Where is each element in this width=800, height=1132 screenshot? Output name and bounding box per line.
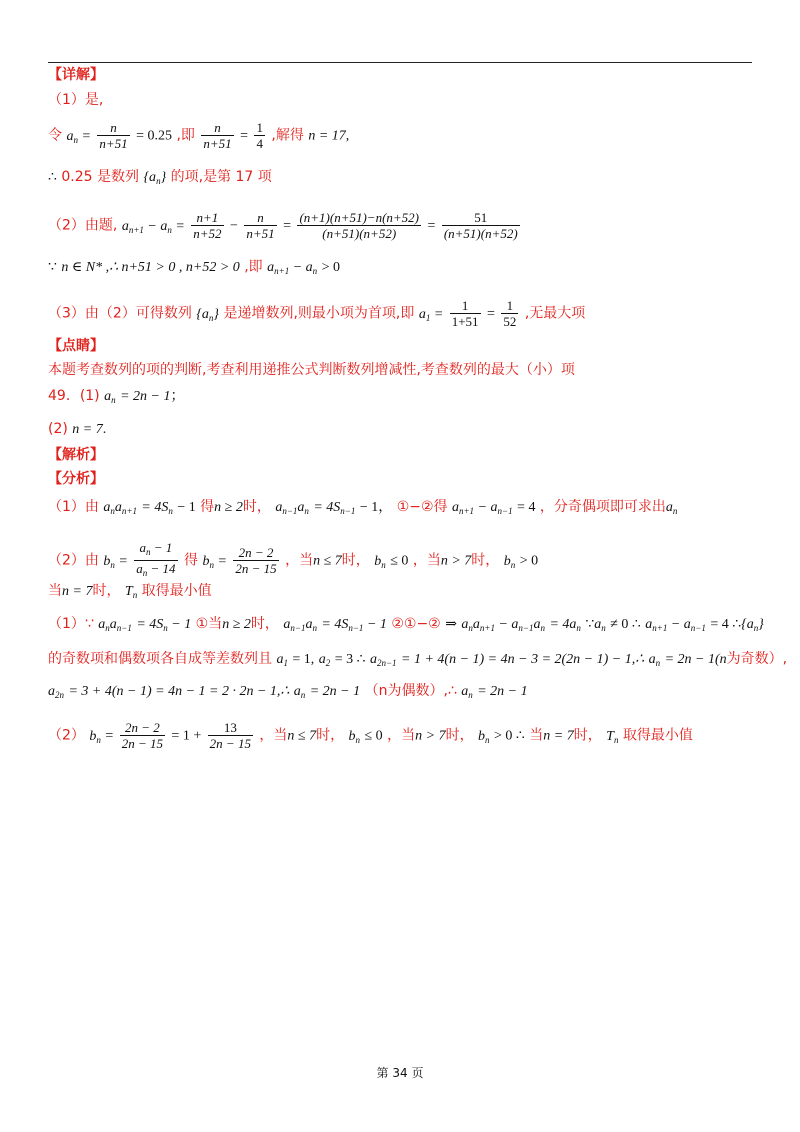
frac-one-four: $\frac{1}{4}$ [256,120,263,151]
heading-solution: 【解析】 [48,447,104,463]
heading-comment: 【点睛】 [48,338,104,354]
text-conclusion-pre: 0.25 是数列 [61,169,139,185]
frac-n-n51-b: $\frac{n}{n+51}$ [203,120,232,151]
part3-pre: （3）由（2）可得数列 [48,305,192,322]
solution-line1: （1）∵ $a_na_{n-1} = 4S_n - 1$ ①当n ≥ 2时， $a_{n-1}a_n = 4S_{n-1} - 1$ ②①−② ⇒ $a_na_{n+1} - a_{n-1}a_n = 4a_n$ $\because a_n \ne 0$ ∴ $a_{n+1} - a_{n-1} = 4$ $\therefore\{a_n\}$ [48,616,764,633]
q49-label2: (2) [48,421,68,437]
frac-1-1plus51: $\frac{1}{1+51}$ [451,298,479,329]
frac-n1-n52: $\frac{n+1}{n+52}$ [193,210,222,241]
line-part3: （3）由（2）可得数列 $\{a_n\}$ 是递增数列,则最小项为首项,即 $a_1$ = $\frac{1}{1+51}$ = $\frac{1}{52}$ ,无最大项 [48,298,586,329]
page-number: 第 34 页 [376,1066,424,1080]
comment-text: 本题考查数列的项的判断,考查利用递推公式判断数列增减性,考查数列的最大（小）项 [48,362,575,378]
analysis-line1: （1）由 $a_na_{n+1} = 4S_n - 1$ 得n ≥ 2时， $a_{n-1}a_n = 4S_{n-1} - 1$， ①−②得 $a_{n+1} - a_{n-1} = 4$ ，分奇偶项即可求出$a_n$ [48,499,678,516]
text-conclusion-post: 的项,是第 17 项 [170,169,272,185]
math-cond: n ∈ N* ,∴ n+51 > 0 , n+52 > 0 [61,260,240,275]
analysis-line2: （2）由 $b_n$ = $\frac{a_n - 1}{a_n - 14}$ 得 $b_n$ = $\frac{2n - 2}{2n - 15}$ ，当n ≤ 7时， $b_n \le 0$ ，当n > 7时， $b_n > 0$ [48,540,539,578]
text-ji: ,即 [176,127,195,144]
frac-n-n51-c: $\frac{n}{n+51}$ [246,210,275,241]
part2-label: （2）由题, [48,217,118,234]
heading-analysis: 【分析】 [48,471,104,487]
q49-label: 49．(1) [48,388,100,404]
text-ji-2: ,即 [244,259,263,275]
part3-post: ,无最大项 [524,305,586,322]
solution-line3: $a_{2n} = 3 + 4(n - 1) = 4n - 1 = 2 \cdot 2n$ − 1,∴ $a_n = 2n - 1$ （n为偶数）,∴ $a_n = 2n - 1$ [48,683,528,700]
line-conclusion: ∴ 0.25 是数列 $\{a_n\}$ 的项,是第 17 项 [48,169,272,186]
solution-line4: （2） $b_n$ = $\frac{2n - 2}{2n - 15}$ = 1 + $\frac{13}{2n - 15}$ ，当n ≤ 7时， $b_n \le 0$ ，当n > 7时， $b_n > 0$ ∴ 当n = 7时， $T_n$ 取得最小值 [48,720,693,751]
value-025: 0.25 [147,128,172,144]
text-jiede: ,解得 [271,127,304,144]
heading-detail: 【详解】 [48,67,104,83]
line-part2: （2）由题, $a_{n+1} - a_n$ = $\frac{n+1}{n+52}$ − $\frac{n}{n+51}$ = $\frac{(n+1)(n+51)-n(n+52)}{(n+51)(n+52)}$ = $\frac{51}{(n+51)(n+52)}$ [48,210,518,241]
part1-label: （1）是, [48,92,104,108]
frac-51: $\frac{51}{(n+51)(n+52)}$ [443,210,518,241]
math-set-an: $\{a_n\}$ [143,170,167,186]
part3-mid: 是递增数列,则最小项为首项,即 [223,305,415,322]
header-rule [48,62,752,63]
analysis-line3: 当n = 7时， $T_n$ 取得最小值 [48,583,212,600]
math-an: $a_n$ = [66,128,91,145]
frac-1-52: $\frac{1}{52}$ [503,298,517,329]
line-let-an: 令 $a_n$ = $\frac{n}{n+51}$ = 0.25 ,即 $\frac{n}{n+51}$ = $\frac{1}{4}$ ,解得 n = 17, [48,120,350,151]
frac-big: $\frac{(n+1)(n+51)-n(n+52)}{(n+51)(n+52)}$ [299,210,420,241]
frac-n-n51: $\frac{n}{n+51}$ [99,120,128,151]
q49-answer2: (2) n = 7. [48,421,107,437]
math-n17: n = 17 [308,128,346,144]
text-ling: 令 [48,127,62,144]
q49-answer1: 49．(1) $a_n = 2n - 1$； [48,388,185,405]
solution-line2: 的奇数项和偶数项各自成等差数列且 $a_1 = 1$, $a_2 = 3$ ∴ $a_{2n-1} = 1 + 4(n - 1) = 4n - 3 = 2(2n - 1)$ − 1,∴ $a_n = 2n - 1(n$为奇数）, [48,651,788,668]
line-cond: ∵ n ∈ N* ,∴ n+51 > 0 , n+52 > 0 ,即 $a_{n+1} - a_n > 0$ [48,259,341,276]
